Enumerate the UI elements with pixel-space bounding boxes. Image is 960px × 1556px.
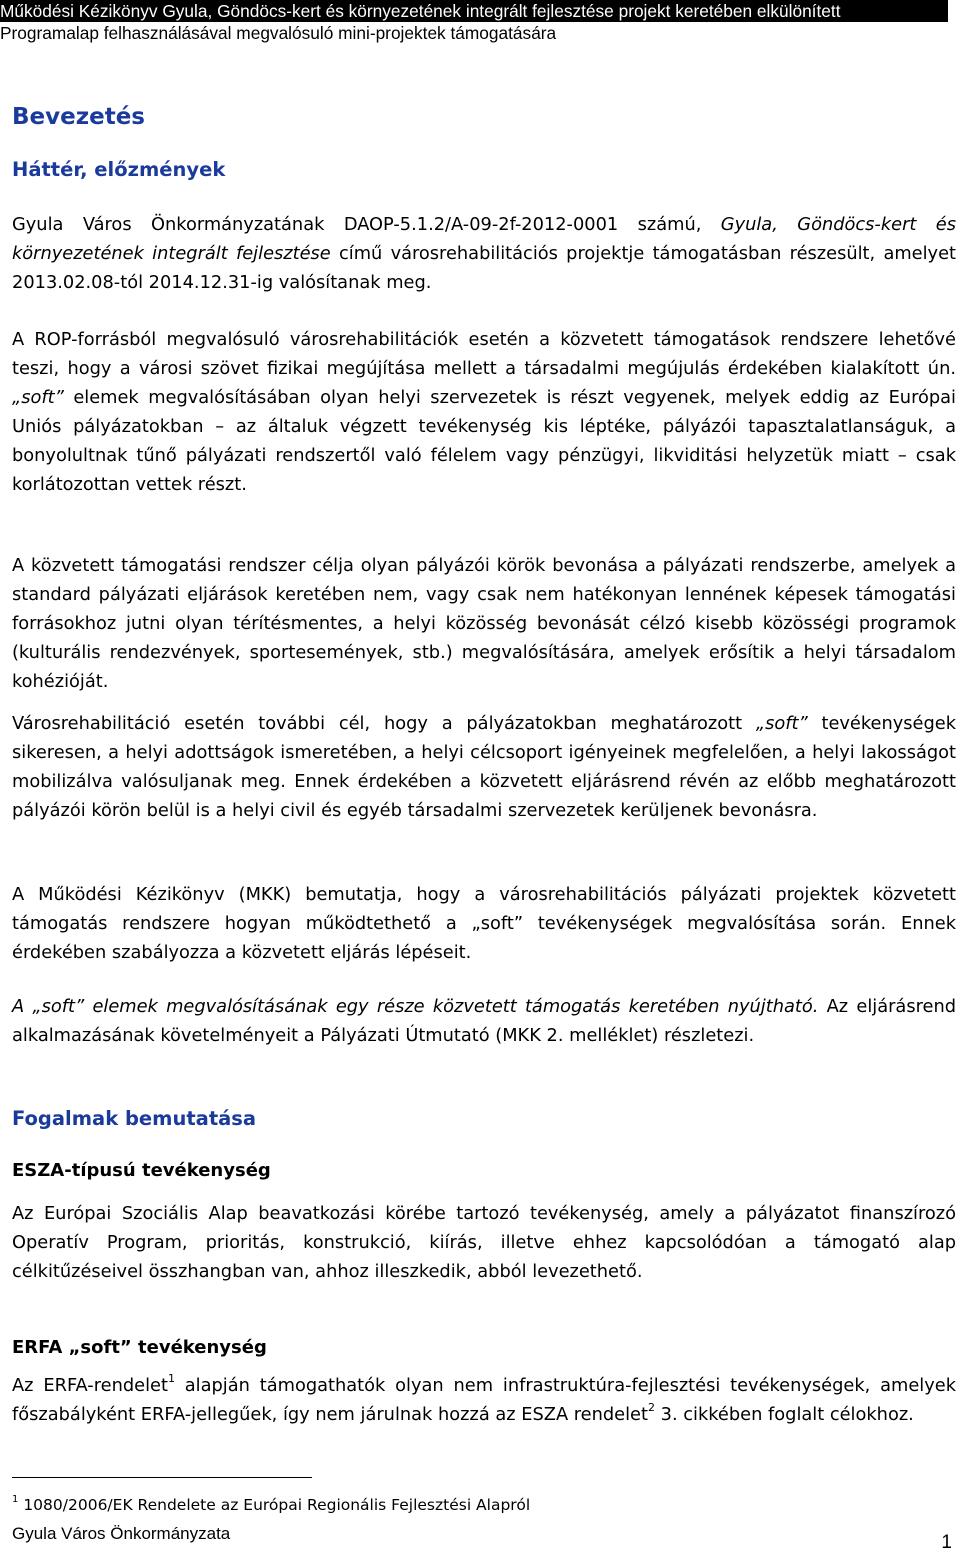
p2-soft: „soft” bbox=[12, 387, 64, 408]
p4-soft: „soft” bbox=[755, 713, 808, 734]
subsection-title-hatter: Háttér, előzmények bbox=[12, 158, 226, 181]
footnote-ref-2[interactable]: 2 bbox=[647, 1401, 655, 1415]
footnote-text: 1080/2006/EK Rendelete az Európai Regionális Fejlesztési Alapról bbox=[23, 1496, 531, 1514]
p1-text-a: Gyula Város Önkormányzatának DAOP-5.1.2/A-09-2f-2012-0001 számú, bbox=[12, 214, 721, 235]
heading-esza: ESZA-típusú tevékenység bbox=[12, 1160, 271, 1181]
p6-text: Az eljárásrend alkalmazásának követelményeit a Pályázati Útmutató (MKK 2. melléklet) részletezi. bbox=[12, 996, 956, 1046]
paragraph-2 bbox=[12, 325, 956, 499]
p1-text-c: című városrehabilitációs projektje támogatásban részesült, amelyet 2013.02.08-tól 2014.12.31-ig valósítanak meg. bbox=[12, 243, 956, 293]
p1-project-title: Gyula, Göndöcs-kert és környezetének integrált fejlesztése bbox=[12, 214, 956, 264]
document-page bbox=[12, 0, 956, 1556]
erfa-text-c: 3. cikkében foglalt célokhoz. bbox=[654, 1404, 914, 1425]
paragraph-erfa bbox=[12, 1371, 956, 1429]
p4-text-b: tevékenységek sikeresen, a helyi adottságok ismeretében, a helyi célcsoport igényeinek megfelelően, a helyi lakosságot mobilizálva valósuljanak meg. Ennek érdekében a közvetett eljárásrend révén az előbb meghatározott pályázói körön belül is a helyi civil és egyéb társadalmi szervezetek kerüljenek bevonásra. bbox=[12, 713, 956, 821]
footnote-1 bbox=[12, 1493, 531, 1514]
footnote-divider bbox=[12, 1477, 312, 1478]
header-line-1: Működési Kézikönyv Gyula, Göndöcs-kert és környezetének integrált fejlesztése projekt keretében elkülönített bbox=[0, 0, 948, 22]
paragraph-6 bbox=[12, 992, 956, 1050]
erfa-text-a: Az ERFA-rendelet bbox=[12, 1375, 168, 1396]
p2-text-a: A ROP-forrásból megvalósuló városrehabilitációk esetén a közvetett támogatások rendszere lehetővé teszi, hogy a városi szövet fizikai megújítása mellett a társadalmi megújulás érdekében kialakított ún. bbox=[12, 329, 956, 379]
heading-erfa-soft: ERFA „soft” tevékenység bbox=[12, 1337, 267, 1358]
paragraph-1 bbox=[12, 210, 956, 297]
footer-organization: Gyula Város Önkormányzata bbox=[12, 1524, 231, 1543]
paragraph-5: A Működési Kézikönyv (MKK) bemutatja, hogy a városrehabilitációs pályázati projektek közvetett támogatás rendszere hogyan működtethető a „soft” tevékenységek megvalósítása során. Ennek érdekében szabályozza a közvetett eljárás lépéseit. bbox=[12, 884, 956, 963]
header-line-2: Programalap felhasználásával megvalósuló mini-projektek támogatására bbox=[0, 22, 948, 44]
paragraph-3: A közvetett támogatási rendszer célja olyan pályázói körök bevonása a pályázati rendszerbe, amelyek a standard pályázati eljárások keretében nem, vagy csak nem hatékonyan lennének képesek támogatási forrásokhoz jutni olyan térítésmentes, a helyi közösség bevonását célzó kisebb közösségi programok (kulturális rendezvények, sportesemények, stb.) megvalósítására, amelyek erősítik a helyi társadalom kohézióját. bbox=[12, 555, 956, 692]
paragraph-4 bbox=[12, 709, 956, 825]
footnote-ref-1[interactable]: 1 bbox=[167, 1372, 175, 1386]
p2-text-b: elemek megvalósításában olyan helyi szervezetek is részt vegyenek, melyek eddig az Európai Uniós pályázatokban – az általuk végzett tevékenység kis léptéke, pályázói tapasztalatlanságuk, a bonyolultnak tűnő pályázati rendszertől való félelem vagy pénzügyi, likviditási helyzetük miatt – csak korlátozottan vettek részt. bbox=[12, 387, 956, 495]
page-number: 1 bbox=[941, 1532, 952, 1553]
section-title-fogalmak: Fogalmak bemutatása bbox=[12, 1107, 257, 1130]
erfa-text-b: alapján támogathatók olyan nem infrastruktúra-fejlesztési tevékenységek, amelyek főszabályként ERFA-jellegűek, így nem járulnak hozzá az ESZA rendelet bbox=[12, 1375, 956, 1425]
p6-italic: A „soft” elemek megvalósításának egy része közvetett támogatás keretében nyújtható. bbox=[12, 996, 819, 1017]
section-title-bevezetes: Bevezetés bbox=[12, 104, 145, 130]
paragraph-esza: Az Európai Szociális Alap beavatkozási körébe tartozó tevékenység, amely a pályázatot finanszírozó Operatív Program, prioritás, konstrukció, kiírás, illetve ehhez kapcsolódóan a támogató alap célkitűzéseivel összhangban van, ahhoz illeszkedik, abból levezethető. bbox=[12, 1203, 956, 1282]
footnote-number: 1 bbox=[12, 1493, 19, 1505]
p4-text-a: Városrehabilitáció esetén további cél, hogy a pályázatokban meghatározott bbox=[12, 713, 756, 734]
